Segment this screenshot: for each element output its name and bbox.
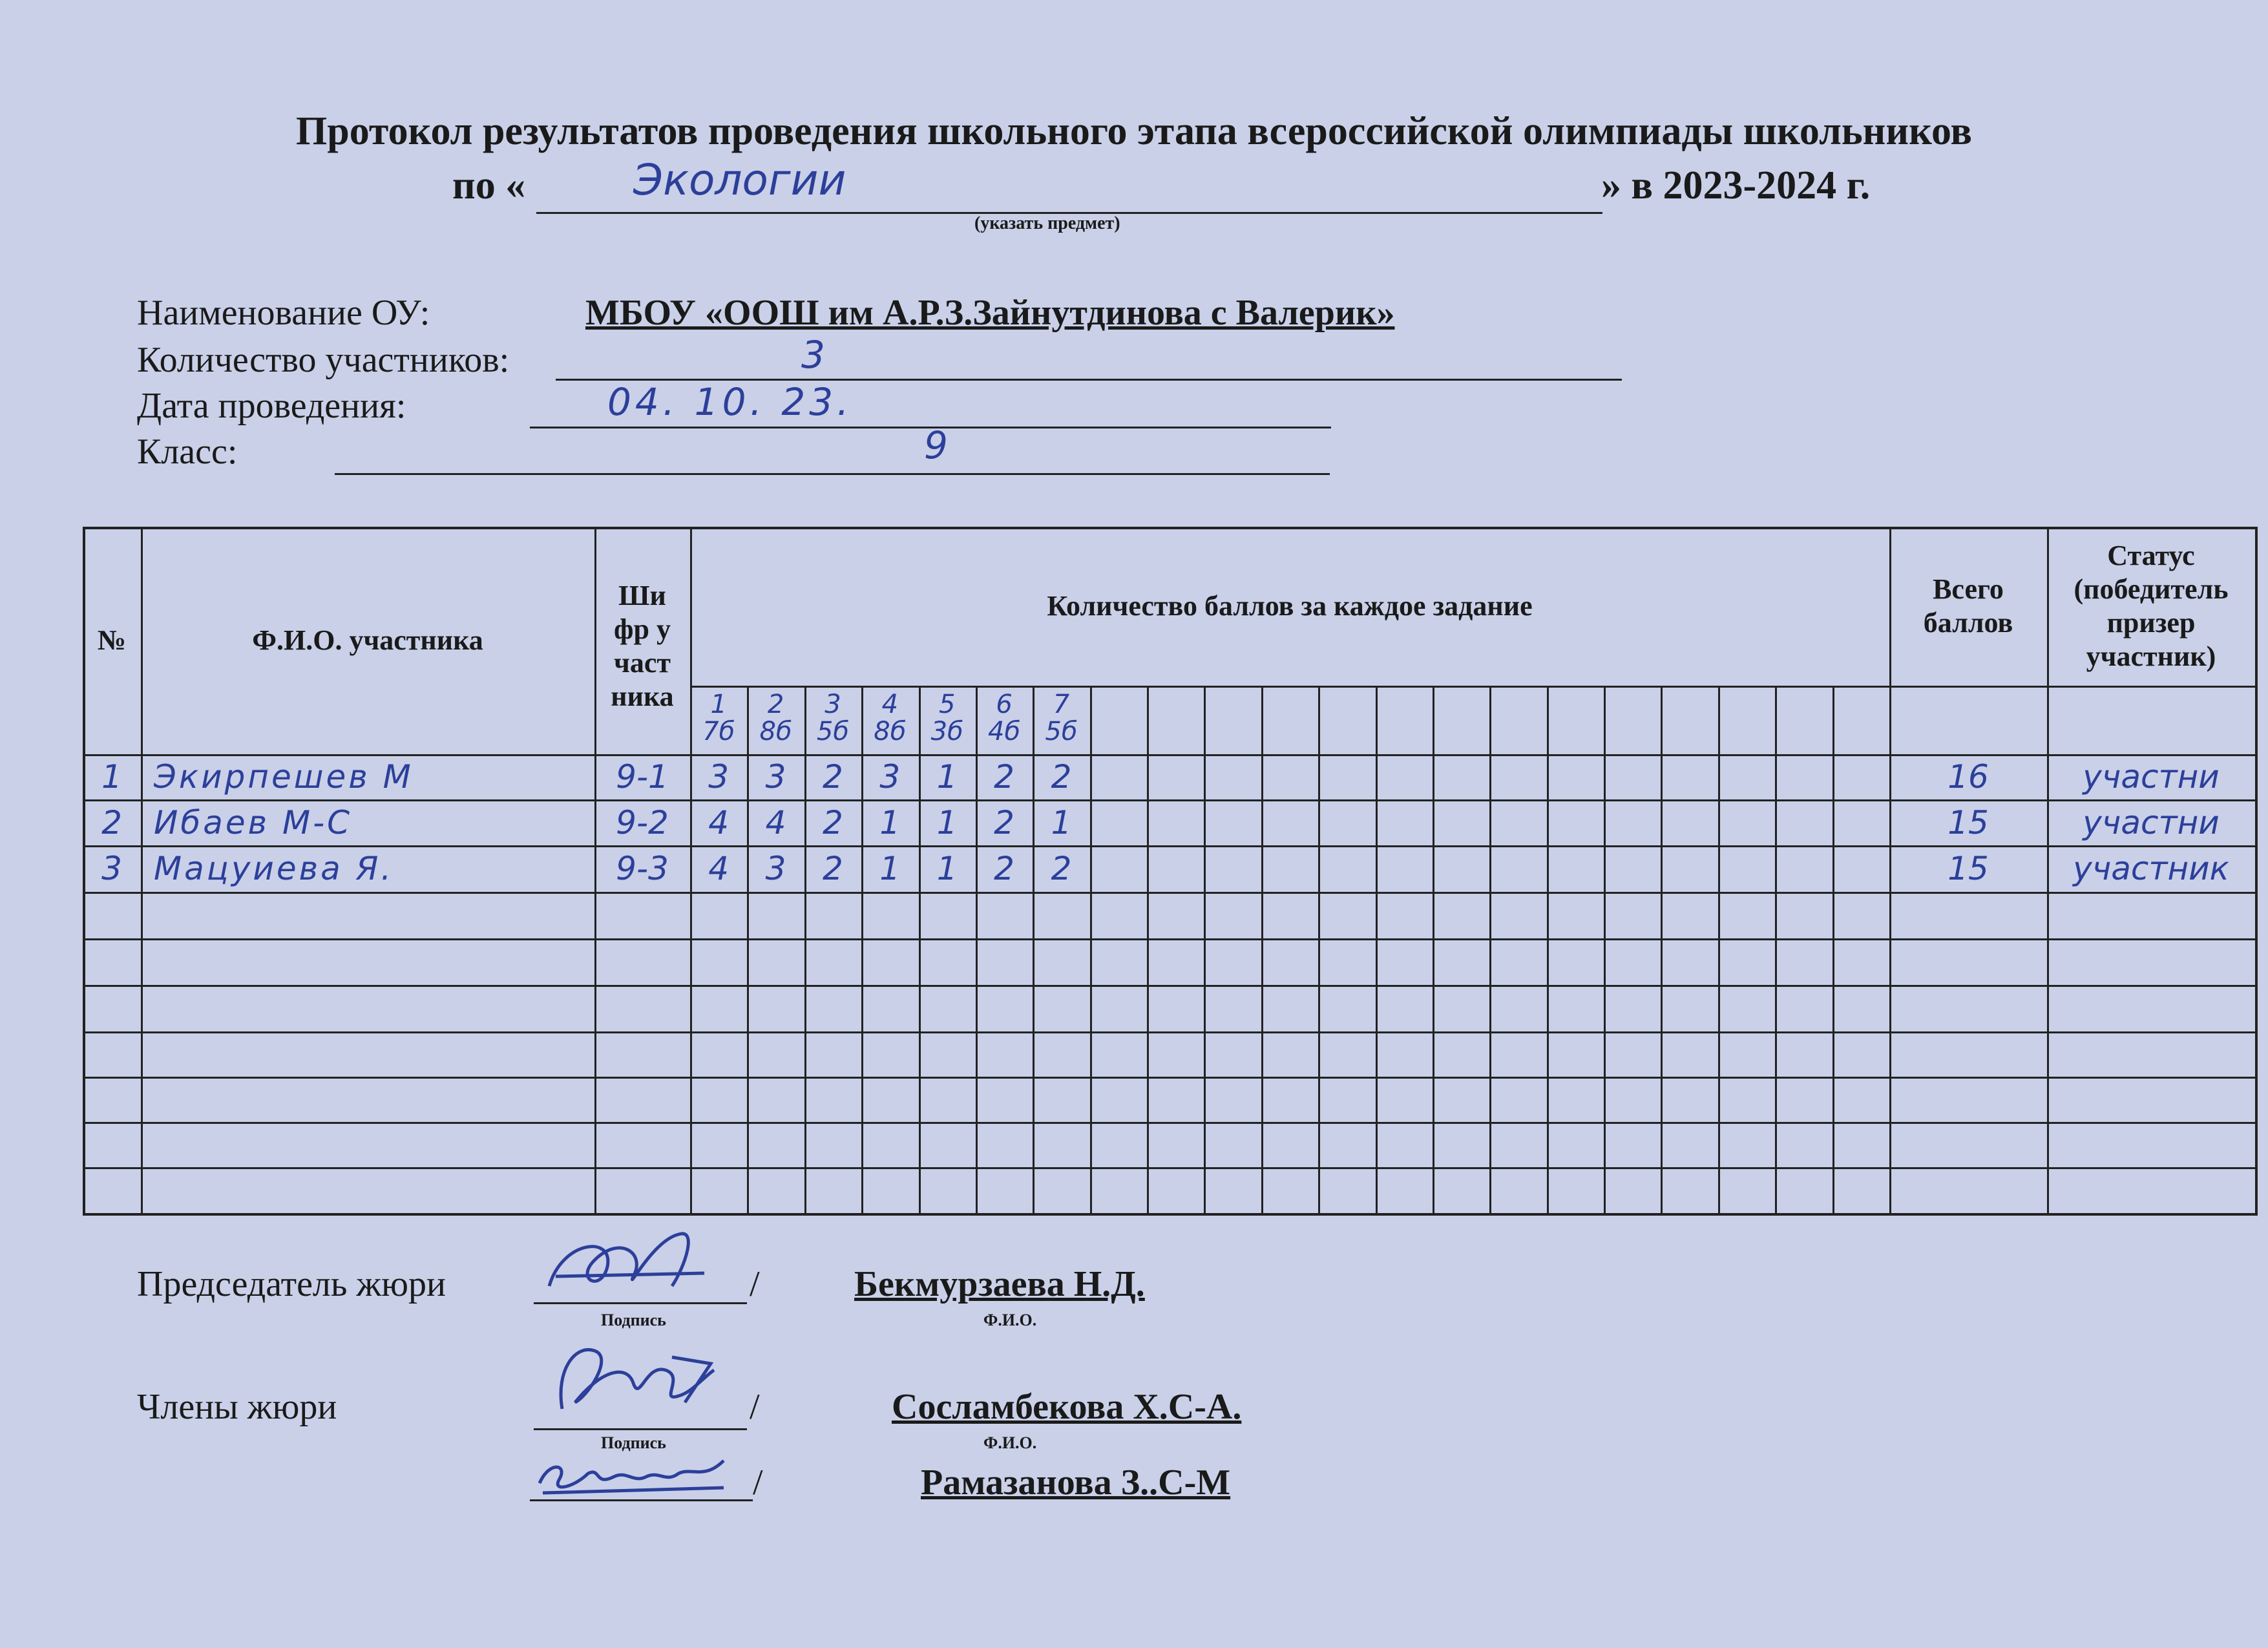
- subject-value: Экологии: [633, 155, 846, 205]
- chair-signature: [536, 1215, 730, 1305]
- table-task-col-divider: [1604, 686, 1606, 1213]
- row-number: 1: [101, 758, 122, 796]
- participant-code: 9-2: [616, 803, 669, 841]
- member1-signature-hint: Подпись: [601, 1433, 666, 1452]
- task-header: [747, 691, 804, 745]
- table-task-col-divider: [1204, 686, 1206, 1213]
- task-score: 3: [765, 758, 786, 796]
- task-score: 2: [823, 850, 843, 887]
- table-row-divider: [83, 892, 2255, 894]
- task-max-points: 3б: [930, 717, 963, 746]
- task-score: 3: [879, 758, 901, 796]
- task-max-points: 5б: [816, 717, 849, 746]
- table-task-col-divider: [1547, 686, 1549, 1213]
- header-tasks: Количество баллов за каждое задание: [1047, 590, 1533, 622]
- table-row-divider: [83, 985, 2255, 987]
- total-score: 15: [1948, 850, 1989, 887]
- task-max-points: 5б: [1045, 717, 1078, 746]
- task-score: 1: [879, 803, 901, 841]
- task-score: 3: [765, 850, 786, 887]
- org-label: Наименование ОУ:: [137, 293, 430, 333]
- total-score: 15: [1948, 803, 1989, 841]
- class-value: 9: [924, 423, 948, 467]
- member1-fio-hint: Ф.И.О.: [983, 1433, 1037, 1452]
- task-number: 4: [881, 690, 899, 719]
- task-score: 4: [708, 803, 730, 841]
- header-num: №: [97, 624, 127, 657]
- task-number: 1: [710, 690, 727, 719]
- task-score: 2: [823, 758, 843, 796]
- task-score: 2: [994, 803, 1014, 841]
- org-value: МБОУ «ООШ им А.Р.З.Зайнутдинова с Валерик»: [585, 293, 1395, 333]
- chair-name: Бекмурзаева Н.Д.: [854, 1264, 1145, 1304]
- task-score: 2: [1051, 850, 1072, 887]
- task-number: 7: [1053, 690, 1070, 719]
- date-label: Дата проведения:: [137, 386, 406, 426]
- task-score: 2: [1051, 758, 1072, 796]
- table-task-col-divider: [1147, 686, 1149, 1213]
- task-max-points: 4б: [988, 717, 1021, 746]
- table-row-divider: [83, 1122, 2255, 1124]
- task-score: 1: [879, 850, 901, 887]
- count-value: 3: [801, 333, 825, 377]
- header-status: Статус (победитель призер участник): [2074, 540, 2229, 672]
- member2-name: Рамазанова З..С-М: [921, 1463, 1231, 1503]
- task-number: 3: [824, 690, 841, 719]
- task-max-points: 7б: [702, 717, 735, 746]
- date-value: 04. 10. 23.: [607, 380, 853, 424]
- member1-signature: [536, 1331, 730, 1428]
- table-task-col-divider: [1775, 686, 1777, 1213]
- subject-hint: (указать предмет): [974, 213, 1120, 233]
- task-max-points: 8б: [759, 717, 792, 746]
- protocol-title: Протокол результатов проведения школьного этапа всероссийской олимпиады школьников: [296, 109, 1972, 153]
- task-score: 1: [936, 758, 958, 796]
- task-score: 4: [765, 803, 786, 841]
- member2-signature: [530, 1448, 737, 1506]
- members-label: Члены жюри: [137, 1387, 337, 1427]
- chair-fio-hint: Ф.И.О.: [983, 1311, 1037, 1329]
- table-task-col-divider: [1318, 686, 1320, 1213]
- table-row-divider: [83, 938, 2255, 940]
- task-score: 3: [708, 758, 730, 796]
- header-code: Шифр участника: [611, 580, 674, 712]
- task-score: 2: [994, 758, 1014, 796]
- task-number: 2: [767, 690, 784, 719]
- row-number: 2: [101, 803, 122, 841]
- participant-name: Ибаев М-С: [154, 803, 353, 841]
- task-score: 4: [708, 850, 730, 887]
- task-header: [804, 691, 861, 745]
- participant-status: участник: [2073, 850, 2229, 887]
- participant-status: участни: [2083, 758, 2220, 796]
- task-score: 2: [994, 850, 1014, 887]
- task-max-points: 8б: [874, 717, 907, 746]
- task-number: 6: [996, 690, 1013, 719]
- chair-slash: /: [750, 1264, 760, 1304]
- table-border-top: [83, 527, 2255, 529]
- member1-name: Сосламбекова Х.С-А.: [892, 1387, 1242, 1427]
- task-score: 2: [823, 803, 843, 841]
- table-row-divider: [83, 1077, 2255, 1079]
- table-col-divider: [141, 527, 143, 1213]
- row-number: 3: [101, 850, 122, 887]
- title-suffix: » в 2023-2024 г.: [1601, 164, 1871, 207]
- table-row-divider: [83, 1167, 2255, 1169]
- table-task-col-divider: [1661, 686, 1663, 1213]
- participant-status: участни: [2083, 803, 2220, 841]
- table-task-col-divider: [1718, 686, 1720, 1213]
- task-number: 5: [938, 690, 956, 719]
- task-header: [919, 691, 976, 745]
- table-task-col-divider: [1376, 686, 1378, 1213]
- table-row-divider: [83, 1031, 2255, 1033]
- task-header: [690, 691, 747, 745]
- task-score: 1: [936, 803, 958, 841]
- participant-name: Мацуиева Я.: [154, 850, 394, 887]
- count-label: Количество участников:: [137, 340, 510, 380]
- task-header: [1033, 691, 1089, 745]
- header-total: Всего баллов: [1923, 573, 2013, 639]
- participant-name: Экирпешев М: [154, 758, 414, 796]
- table-task-col-divider: [1261, 686, 1263, 1213]
- header-name: Ф.И.О. участника: [252, 624, 483, 657]
- chair-signature-hint: Подпись: [601, 1311, 666, 1329]
- task-score: 1: [936, 850, 958, 887]
- table-task-col-divider: [1489, 686, 1491, 1213]
- table-border-right: [2255, 527, 2258, 1216]
- table-subheader-divider: [690, 686, 2255, 688]
- title-prefix: по «: [452, 164, 526, 207]
- member1-slash: /: [750, 1387, 760, 1427]
- task-header: [861, 691, 918, 745]
- member2-slash: /: [753, 1463, 763, 1503]
- table-task-col-divider: [1832, 686, 1834, 1213]
- class-label: Класс:: [137, 432, 238, 472]
- table-task-col-divider: [1090, 686, 1092, 1213]
- table-border-bottom: [83, 1213, 2255, 1216]
- participant-code: 9-3: [616, 850, 669, 887]
- total-score: 16: [1948, 758, 1989, 796]
- chair-label: Председатель жюри: [137, 1264, 446, 1304]
- participant-code: 9-1: [616, 758, 669, 796]
- task-header: [976, 691, 1033, 745]
- table-task-col-divider: [1433, 686, 1434, 1213]
- task-score: 1: [1051, 803, 1072, 841]
